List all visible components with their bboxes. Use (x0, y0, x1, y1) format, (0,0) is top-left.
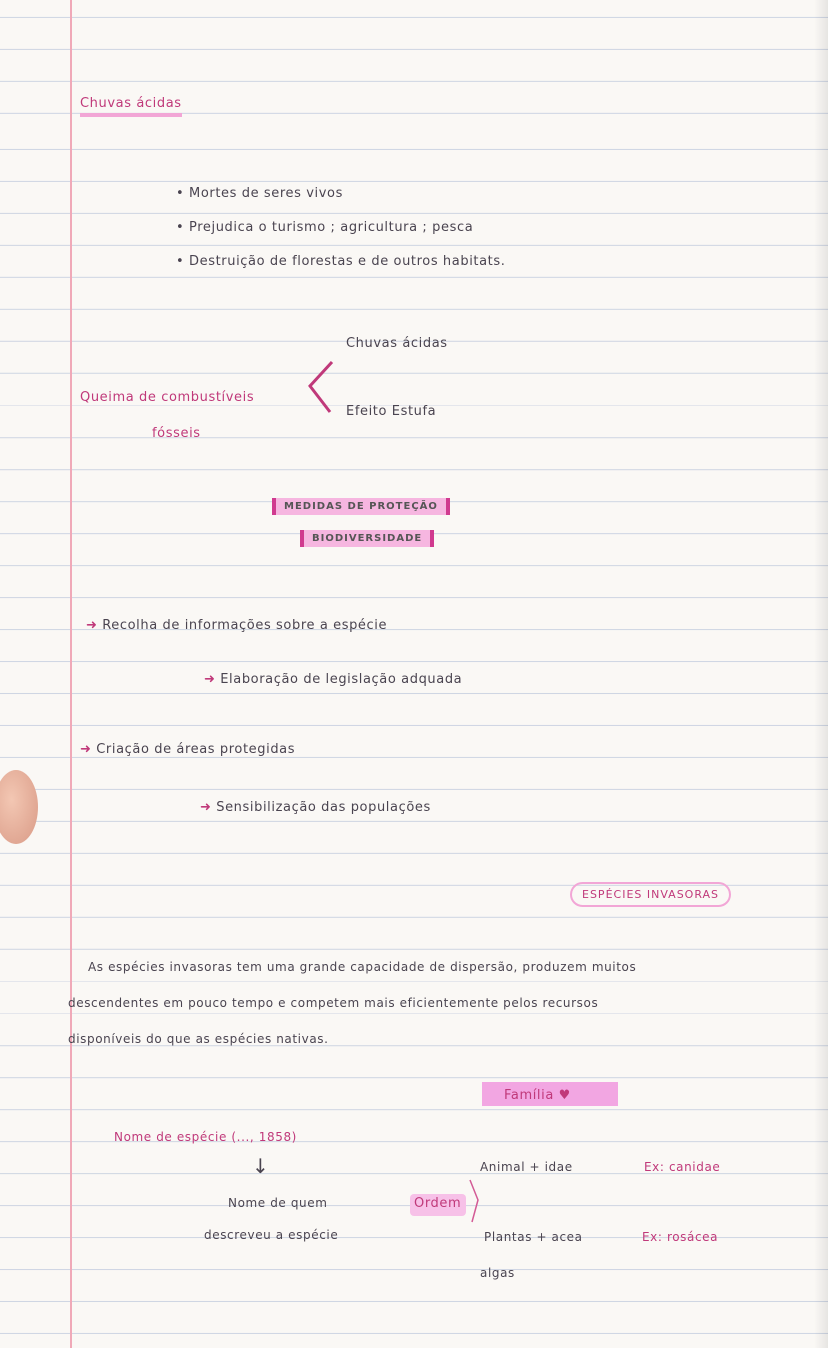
protection-item-text: Recolha de informações sobre a espécie (102, 618, 388, 633)
branch-arrow-shape (310, 362, 332, 412)
protection-item-text: Elaboração de legislação adquada (220, 672, 463, 687)
order-branch-shape (470, 1180, 478, 1222)
author-label: Nome de quem (228, 1196, 328, 1210)
protection-item (204, 672, 462, 687)
order-label: Ordem (414, 1196, 462, 1211)
arrow-down-icon: ↓ (252, 1154, 269, 1178)
invasive-paragraph-line: disponíveis do que as espécies nativas. (68, 1032, 329, 1046)
page-title: Chuvas ácidas (80, 96, 182, 117)
arrow-right-icon: ➜ (204, 672, 221, 687)
invasive-title: ESPÉCIES INVASORAS (570, 882, 731, 907)
animal-suffix: Animal + idae (480, 1160, 573, 1174)
protection-item (80, 742, 295, 757)
arrow-right-icon: ➜ (80, 742, 97, 757)
protection-item-text: Criação de áreas protegidas (96, 742, 296, 757)
protection-title: MEDIDAS DE PROTEÇÃO (272, 498, 450, 515)
source-label: Queima de combustíveis (80, 390, 255, 405)
plants-suffix-line2: algas (480, 1266, 515, 1280)
branch-top-label: Chuvas ácidas (346, 336, 448, 351)
species-name-label: Nome de espécie (..., 1858) (114, 1130, 297, 1144)
protection-item (200, 800, 431, 815)
branch-bottom-label: Efeito Estufa (346, 404, 437, 419)
protection-item (86, 618, 387, 633)
effect-item: • Prejudica o turismo ; agricultura ; pesca (176, 220, 473, 235)
arrow-right-icon: ➜ (200, 800, 217, 815)
arrow-right-icon: ➜ (86, 618, 103, 633)
plants-example: Ex: rosácea (642, 1230, 719, 1244)
source-label-line2: fósseis (152, 426, 201, 441)
invasive-paragraph-line: As espécies invasoras tem uma grande capacidade de dispersão, produzem muitos (88, 960, 637, 974)
effect-item: • Mortes de seres vivos (176, 186, 343, 201)
animal-example: Ex: canidae (644, 1160, 721, 1174)
plants-suffix: Plantas + acea (484, 1230, 583, 1244)
protection-item-text: Sensibilização das populações (216, 800, 431, 815)
protection-subtitle: BIODIVERSIDADE (300, 530, 434, 547)
author-label-line2: descreveu a espécie (204, 1228, 339, 1242)
family-title: Família ♥ (504, 1088, 571, 1103)
invasive-paragraph-line: descendentes em pouco tempo e competem mais eficientemente pelos recursos (68, 996, 599, 1010)
effect-item: • Destruição de florestas e de outros habitats. (176, 254, 505, 269)
